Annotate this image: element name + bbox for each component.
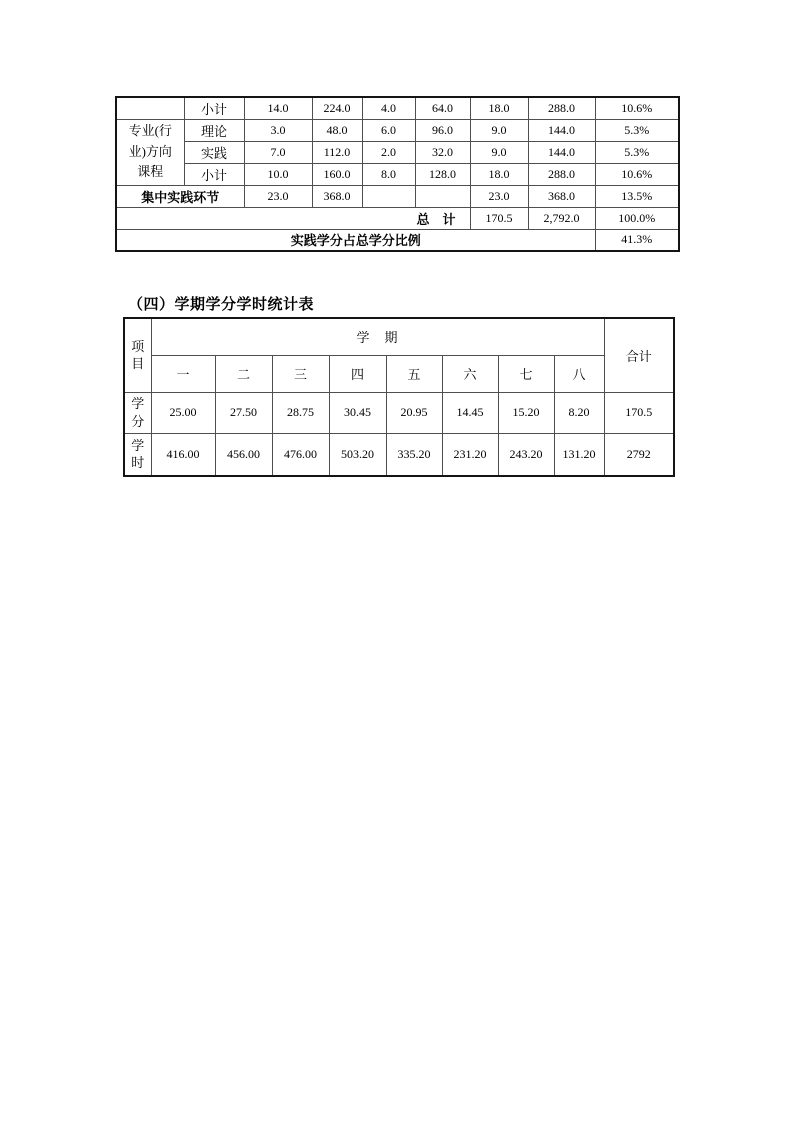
cell-value: 160.0: [312, 163, 362, 185]
cell-total-percent: 100.0%: [595, 207, 679, 229]
semester-statistics-table: [123, 317, 675, 477]
table-row: [116, 207, 679, 229]
cell-value: 96.0: [415, 119, 470, 141]
cell-value: 243.20: [498, 433, 554, 476]
table-header-row: [124, 318, 674, 355]
cell-total-hours: 2,792.0: [528, 207, 595, 229]
cell-value: 18.0: [470, 97, 528, 119]
cell-value: 14.0: [244, 97, 312, 119]
cell-value: 28.75: [272, 392, 329, 433]
cell-value: 32.0: [415, 141, 470, 163]
cell-semester-number: 八: [554, 355, 604, 392]
cell-value: 8.0: [362, 163, 415, 185]
cell-course-type: 理论: [184, 119, 244, 141]
cell-value: 416.00: [151, 433, 215, 476]
cell-percent: 5.3%: [595, 141, 679, 163]
cell-value: 335.20: [386, 433, 442, 476]
cell-value: 48.0: [312, 119, 362, 141]
cell-row-label: 学分: [124, 392, 151, 433]
cell-value: 7.0: [244, 141, 312, 163]
cell-value: 64.0: [415, 97, 470, 119]
cell-value: 8.20: [554, 392, 604, 433]
cell-value: 224.0: [312, 97, 362, 119]
table-row: [124, 433, 674, 476]
cell-ratio-label: 实践学分占总学分比例: [116, 229, 595, 251]
cell-value: 9.0: [470, 119, 528, 141]
cell-value: 112.0: [312, 141, 362, 163]
cell-value: 456.00: [215, 433, 272, 476]
cell-value: 15.20: [498, 392, 554, 433]
cell-value: 131.20: [554, 433, 604, 476]
table-header-row: [124, 355, 674, 392]
cell-percent: 10.6%: [595, 163, 679, 185]
cell-value: 18.0: [470, 163, 528, 185]
cell-percent: 10.6%: [595, 97, 679, 119]
cell-row-total: 170.5: [604, 392, 674, 433]
credit-summary-table: [115, 96, 680, 252]
cell-percent: 13.5%: [595, 185, 679, 207]
cell-semester-number: 二: [215, 355, 272, 392]
table-row: [116, 97, 679, 119]
cell-value: 23.0: [244, 185, 312, 207]
cell-value: 144.0: [528, 119, 595, 141]
cell-ratio-percent: 41.3%: [595, 229, 679, 251]
cell-semester-number: 七: [498, 355, 554, 392]
cell-course-type: 实践: [184, 141, 244, 163]
cell-total-credits: 170.5: [470, 207, 528, 229]
cell-category: 专业(行业)方向课程: [116, 119, 184, 185]
table-row: [116, 141, 679, 163]
cell-centralized-label: 集中实践环节: [116, 185, 244, 207]
cell-value: 476.00: [272, 433, 329, 476]
section-title: （四）学期学分学时统计表: [128, 297, 315, 313]
cell-row-label: 学时: [124, 433, 151, 476]
table-row: [116, 185, 679, 207]
cell-row-total: 2792: [604, 433, 674, 476]
cell-value: 368.0: [312, 185, 362, 207]
cell-value: 368.0: [528, 185, 595, 207]
cell-value: 9.0: [470, 141, 528, 163]
cell-value: 14.45: [442, 392, 498, 433]
cell-value: 128.0: [415, 163, 470, 185]
cell-value: 25.00: [151, 392, 215, 433]
cell-value: 3.0: [244, 119, 312, 141]
cell-value: 10.0: [244, 163, 312, 185]
cell-value: 30.45: [329, 392, 386, 433]
table-row: [116, 119, 679, 141]
cell-semester-number: 四: [329, 355, 386, 392]
cell-category-empty: [116, 97, 184, 119]
cell-value: 288.0: [528, 97, 595, 119]
cell-total-label: 总 计: [116, 207, 470, 229]
cell-value: 20.95: [386, 392, 442, 433]
cell-value: 503.20: [329, 433, 386, 476]
cell-percent: 5.3%: [595, 119, 679, 141]
cell-course-type: 小计: [184, 163, 244, 185]
cell-value: [362, 185, 415, 207]
cell-semester-group-header: 学 期: [151, 318, 604, 355]
table-row: [116, 229, 679, 251]
cell-value: 2.0: [362, 141, 415, 163]
cell-semester-number: 六: [442, 355, 498, 392]
cell-semester-number: 五: [386, 355, 442, 392]
table-row: [124, 392, 674, 433]
cell-value: 23.0: [470, 185, 528, 207]
cell-value: 231.20: [442, 433, 498, 476]
cell-semester-number: 三: [272, 355, 329, 392]
cell-corner-label: 项目: [124, 318, 151, 392]
cell-course-type: 小计: [184, 97, 244, 119]
table-row: [116, 163, 679, 185]
cell-value: 27.50: [215, 392, 272, 433]
cell-value: 288.0: [528, 163, 595, 185]
cell-semester-number: 一: [151, 355, 215, 392]
cell-value: 144.0: [528, 141, 595, 163]
cell-value: 6.0: [362, 119, 415, 141]
cell-value: 4.0: [362, 97, 415, 119]
cell-total-header: 合计: [604, 318, 674, 392]
cell-value: [415, 185, 470, 207]
